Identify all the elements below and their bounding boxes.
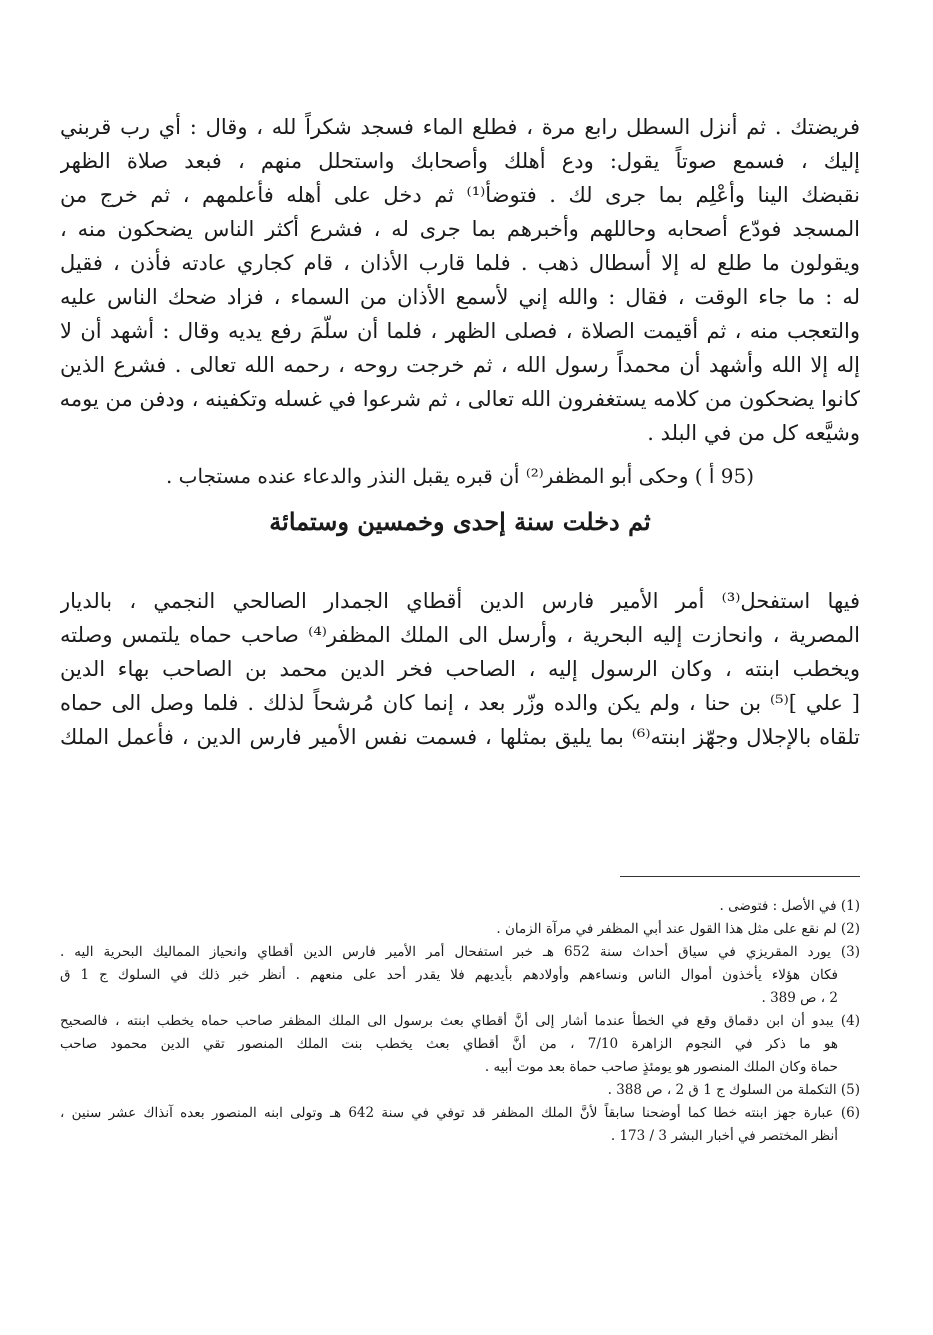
footnote-5 xyxy=(60,1079,860,1102)
footnote-line: (6) عبارة جهز ابنته خطا كما أوضحنا سابقاً لأنَّ الملك المظفر قد توفي في سنة 642 هـ وتولى ابنه المنصور بعده آنذاك عشر سنين ، xyxy=(60,1105,860,1121)
text-line: له : ما جاء الوقت ، فقال : والله إني لأسمع الأذان من السماء ، فزاد ضحك الناس عليه xyxy=(60,285,860,309)
footnote-divider xyxy=(620,876,860,877)
text-line: وشيَّعه كل من في البلد . xyxy=(647,421,860,445)
text-line: نقبضك الينا وأعْلِم بما جرى لك . فتوضأ⁽¹⁾ ثم دخل على أهله فأعلمهم ، ثم خرج من xyxy=(60,183,860,207)
text-line: المصرية ، وانحازت إليه البحرية ، وأرسل الى الملك المظفر⁽⁴⁾ صاحب حماه يلتمس وصلته xyxy=(60,623,860,647)
text-line: إليك ، فسمع صوتاً يقول: ودع أهلك وأصحابك واستحلل منهم ، فبعد صلاة الظهر xyxy=(60,149,860,173)
text-line: فيها استفحل⁽³⁾ أمر الأمير فارس الدين أقطاي الجمدار الصالحي النجمي ، بالديار xyxy=(60,589,860,613)
footnote-line: هو ما ذكر في النجوم الزاهرة 7/10 ، من أنَّ أقطاي بعث يخطب بنت الملك المنصور تقي الدين محمود صاحب xyxy=(60,1036,839,1052)
footnote-line: (2) لم نقع على مثل هذا القول عند أبي المظفر في مرآة الزمان . xyxy=(496,921,860,937)
footnote-line: (3) يورد المقريزي في سياق أحداث سنة 652 هـ خبر استفحال أمر الأمير فارس الدين أقطاي وانحياز المماليك البحرية اليه . xyxy=(60,944,860,960)
footnote-3 xyxy=(60,941,860,1010)
main-text xyxy=(60,110,860,754)
citation-line: (95 أ ) وحكى أبو المظفر⁽²⁾ أن قبره يقبل النذر والدعاء عنده مستجاب . xyxy=(165,464,755,488)
text-line: [ علي ]⁽⁵⁾ بن حنا ، ولم يكن والده وزّر بعد ، إنما كان مُرشحاً لذلك . فلما وصل الى حماه xyxy=(60,691,860,715)
section-heading: ثم دخلت سنة إحدى وخمسين وستمائة xyxy=(269,507,651,536)
text-line: إله إلا الله وأشهد أن محمداً رسول الله ، ثم خرجت روحه ، رحمه الله تعالى . فشرع الذين xyxy=(60,353,860,377)
text-line: فريضتك . ثم أنزل السطل رابع مرة ، فطلع الماء فسجد شكراً لله ، وقال : أي رب قربني xyxy=(60,115,860,139)
text-line: كانوا يضحكون من كلامه يستغفرون الله تعالى ، ثم شرعوا في غسله وتكفينه ، ودفن من يومه xyxy=(60,387,860,411)
footnote-2 xyxy=(60,918,860,941)
paragraph-1 xyxy=(60,110,860,450)
footnote-line: (1) في الأصل : فتوضى . xyxy=(719,898,860,914)
footnote-line: حماة وكان الملك المنصور هو يومئذٍ صاحب حماة بعد موت أبيه . xyxy=(484,1059,838,1075)
footnote-line: (4) يبدو أن ابن دقماق وقع في الخطأ عندما أشار إلى أنَّ أقطاي بعث برسول الى الملك المظفر صاحب حماه يخطب ابنته ، فالصحيح xyxy=(60,1013,860,1029)
text-line: المسجد فودّع أصحابه وحاللهم وأخبرهم بما جرى له ، فشرع أكثر الناس يضحكون منه ، xyxy=(60,217,860,241)
footnote-6 xyxy=(60,1102,860,1148)
footnote-line: (5) التكملة من السلوك ج 1 ق 2 ، ص 388 . xyxy=(607,1082,860,1098)
paragraph-2 xyxy=(60,584,860,754)
text-line: ويقولون ما طلع له إلا أسطال ذهب . فلما قارب الأذان ، قام كجاري عادته فأذن ، فقيل xyxy=(60,251,860,275)
text-line: تلقاه بالإجلال وجهّز ابنته⁽⁶⁾ بما يليق بمثلها ، فسمت نفس الأمير فارس الدين ، فأعمل الملك xyxy=(60,725,860,749)
footnote-line: أنظر المختصر في أخبار البشر 3 / 173 . xyxy=(610,1128,838,1144)
footnote-line: 2 ، ص 389 . xyxy=(761,990,838,1006)
footnote-line: فكان هؤلاء يأخذون أموال الناس ونساءهم وأولادهم بأيديهم فلا يقدر أحد على منعهم . أنظر خبر ذلك في السلوك ج 1 ق xyxy=(60,967,839,983)
text-line: ويخطب ابنته ، وكان الرسول إليه ، الصاحب فخر الدين محمد بن الصاحب بهاء الدين xyxy=(60,657,860,681)
footnote-1 xyxy=(60,895,860,918)
text-line: والتعجب منه ، ثم أقيمت الصلاة ، فصلى الظهر ، فلما أن سلّمَ رفع يديه وقال : أشهد أن لا xyxy=(60,319,860,343)
footnotes xyxy=(60,895,860,1148)
footnote-4 xyxy=(60,1010,860,1079)
